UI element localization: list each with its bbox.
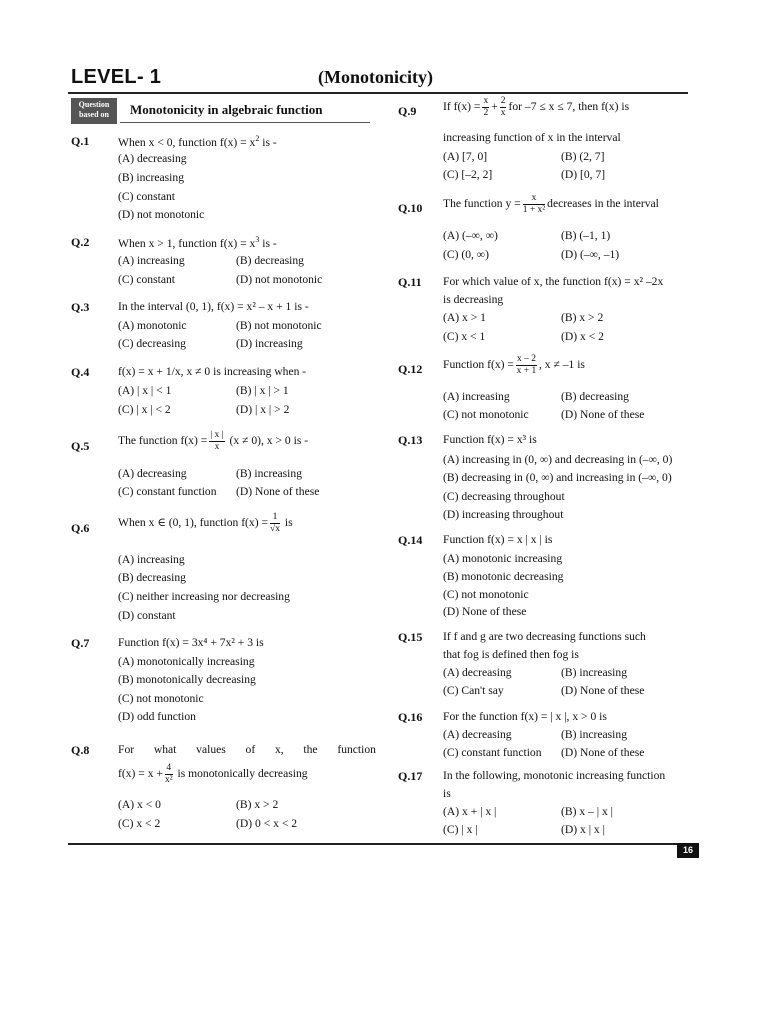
- question-stem: When x < 0, function $f(x) = x^2$ is -: [118, 134, 277, 149]
- option-a: (A) decreasing: [443, 666, 512, 679]
- option-b: (B) decreasing: [561, 390, 629, 403]
- option-d: (D) not monotonic: [236, 273, 323, 286]
- fraction: $\frac{1}{√x}$: [270, 512, 280, 534]
- question-number: Q.2: [71, 235, 90, 249]
- page-number: 16: [677, 843, 699, 858]
- question-based-on-tag: Question based on: [71, 98, 117, 124]
- option-b: (B) monotonically decreasing: [118, 673, 256, 686]
- option-d: (D) [0, 7]: [561, 168, 606, 181]
- question-number: Q.4: [71, 365, 90, 379]
- option-a: (A) x + | x |: [443, 805, 497, 818]
- option-d: (D) constant: [118, 609, 176, 622]
- question-stem-line2: is: [443, 787, 451, 800]
- option-d: (D) (–∞, –1): [561, 248, 620, 261]
- question-number: Q.6: [71, 521, 90, 535]
- question-number: Q.8: [71, 743, 90, 757]
- option-a: (A) monotonically increasing: [118, 655, 255, 668]
- question-stem: If f(x) = $\frac{x}{2}$ + $\frac{2}{x}$ for –7 ≤ x ≤ 7, then f(x) is: [443, 95, 630, 118]
- option-c: (C) decreasing throughout: [443, 490, 565, 503]
- option-d: (D) None of these: [236, 485, 320, 498]
- question-number: Q.17: [398, 769, 423, 783]
- question-number: Q.15: [398, 630, 423, 644]
- option-b: (B) increasing: [118, 171, 184, 184]
- option-b: (B) (–1, 1): [561, 229, 611, 242]
- option-d: (D) odd function: [118, 710, 196, 723]
- level-title: LEVEL- 1: [71, 66, 162, 88]
- fraction: $\frac{x}{2}$: [483, 95, 489, 118]
- option-a: (A) increasing: [443, 390, 510, 403]
- option-d: (D) None of these: [443, 605, 527, 618]
- option-b: (B) decreasing: [236, 254, 304, 267]
- question-number: Q.16: [398, 710, 423, 724]
- option-a: (A) x > 1: [443, 311, 486, 324]
- option-c: (C) (0, ∞): [443, 248, 489, 261]
- option-a: (A) monotonic: [118, 319, 187, 332]
- question-number: Q.1: [71, 134, 90, 148]
- question-number: Q.3: [71, 300, 90, 314]
- question-stem: Function f(x) = $\frac{x - 2}{x + 1}$ , x ≠ –1 is: [443, 354, 585, 376]
- option-b: (B) increasing: [236, 467, 302, 480]
- option-c: (C) constant function: [443, 746, 542, 759]
- header-rule: [68, 92, 688, 94]
- option-d: (D) x < 2: [561, 330, 604, 343]
- question-stem: Function f(x) = x³ is: [443, 433, 537, 446]
- question-stem: f(x) = x + 1/x, x ≠ 0 is increasing when -: [118, 365, 307, 378]
- option-b: (B) decreasing: [118, 571, 186, 584]
- option-b: (B) x > 2: [561, 311, 604, 324]
- fraction: $\frac{x - 2}{x + 1}$: [516, 354, 537, 376]
- question-stem: In the following, monotonic increasing function: [443, 769, 666, 782]
- option-a: (A) increasing: [118, 553, 185, 566]
- question-number: Q.9: [398, 104, 417, 118]
- option-c: (C) constant: [118, 190, 175, 203]
- section-heading: Monotonicity in algebraic function: [130, 102, 323, 117]
- fraction: $\frac{| x |}{x}$: [210, 430, 224, 452]
- option-b: (B) monotonic decreasing: [443, 570, 564, 583]
- option-c: (C) not monotonic: [443, 588, 529, 601]
- option-d: (D) x | x |: [561, 823, 605, 836]
- option-c: (C) | x |: [443, 823, 478, 836]
- option-a: (A) decreasing: [118, 152, 187, 165]
- option-c: (C) Can't say: [443, 684, 504, 697]
- section-underline: [120, 122, 370, 123]
- option-b: (B) decreasing in (0, ∞) and increasing in (–∞, 0): [443, 471, 672, 484]
- fraction: $\frac{2}{x}$: [500, 95, 506, 118]
- option-c: (C) [–2, 2]: [443, 168, 493, 181]
- option-d: (D) None of these: [561, 684, 645, 697]
- option-c: (C) not monotonic: [443, 408, 529, 421]
- question-stem: In the interval (0, 1), f(x) = x² – x + 1 is -: [118, 300, 309, 313]
- question-number: Q.11: [398, 275, 422, 289]
- option-c: (C) constant: [118, 273, 175, 286]
- question-number: Q.14: [398, 533, 423, 547]
- question-number: Q.13: [398, 433, 423, 447]
- option-d: (D) not monotonic: [118, 208, 205, 221]
- option-c: (C) | x | < 2: [118, 403, 171, 416]
- question-stem: When x > 1, function $f(x) = x^3$ is -: [118, 235, 277, 250]
- question-stem: The function f(x) = $\frac{| x |}{x}$ (x ≠ 0), x > 0 is -: [118, 430, 309, 452]
- option-c: (C) neither increasing nor decreasing: [118, 590, 290, 603]
- option-d: (D) None of these: [561, 408, 645, 421]
- question-stem: For what values of x, the function: [118, 743, 376, 756]
- question-stem: For which value of x, the function f(x) = x² –2x: [443, 275, 664, 288]
- option-b: (B) not monotonic: [236, 319, 322, 332]
- option-b: (B) increasing: [561, 728, 627, 741]
- option-b: (B) x – | x |: [561, 805, 613, 818]
- question-number: Q.12: [398, 362, 423, 376]
- option-b: (B) x > 2: [236, 798, 279, 811]
- question-stem-line2: is decreasing: [443, 293, 504, 306]
- question-stem-line2: that fog is defined then fog is: [443, 648, 579, 661]
- option-a: (A) decreasing: [118, 467, 187, 480]
- question-number: Q.10: [398, 201, 423, 215]
- question-stem: The function y = $\frac{x}{\text{1 + x²}}$ decreases in the interval: [443, 193, 659, 215]
- question-stem: Function f(x) = x | x | is: [443, 533, 553, 546]
- option-b: (B) increasing: [561, 666, 627, 679]
- option-a: (A) x < 0: [118, 798, 161, 811]
- option-c: (C) x < 1: [443, 330, 486, 343]
- question-stem-line2: increasing function of x in the interval: [443, 131, 621, 144]
- question-number: Q.7: [71, 636, 90, 650]
- option-d: (D) | x | > 2: [236, 403, 290, 416]
- option-c: (C) x < 2: [118, 817, 161, 830]
- option-c: (C) constant function: [118, 485, 217, 498]
- question-stem: When x ∈ (0, 1), function f(x) = $\frac{1}{√x}$ is: [118, 512, 293, 534]
- question-stem: Function f(x) = 3x⁴ + 7x² + 3 is: [118, 636, 264, 649]
- option-a: (A) decreasing: [443, 728, 512, 741]
- option-a: (A) increasing in (0, ∞) and decreasing in (–∞, 0): [443, 453, 673, 466]
- topic-title: (Monotonicity): [318, 67, 433, 87]
- option-d: (D) increasing: [236, 337, 303, 350]
- question-number: Q.5: [71, 439, 90, 453]
- option-a: (A) monotonic increasing: [443, 552, 563, 565]
- fraction: $\frac{x}{\text{1 + x²}}$: [522, 193, 546, 215]
- option-b: (B) | x | > 1: [236, 384, 289, 397]
- question-stem-line2: f(x) = x + $\frac{4}{\text{x²}}$ is monotonically decreasing: [118, 762, 308, 785]
- option-d: (D) None of these: [561, 746, 645, 759]
- option-d: (D) 0 < x < 2: [236, 817, 298, 830]
- question-stem: If f and g are two decreasing functions such: [443, 630, 646, 643]
- option-a: (A) [7, 0]: [443, 150, 488, 163]
- option-a: (A) | x | < 1: [118, 384, 172, 397]
- option-d: (D) increasing throughout: [443, 508, 564, 521]
- option-c: (C) not monotonic: [118, 692, 204, 705]
- option-c: (C) decreasing: [118, 337, 186, 350]
- fraction: $\frac{4}{\text{x²}}$: [164, 762, 173, 785]
- question-stem: For the function f(x) = | x |, x > 0 is: [443, 710, 607, 723]
- option-a: (A) (–∞, ∞): [443, 229, 498, 242]
- footer-rule: [68, 843, 698, 845]
- option-b: (B) (2, 7]: [561, 150, 605, 163]
- option-a: (A) increasing: [118, 254, 185, 267]
